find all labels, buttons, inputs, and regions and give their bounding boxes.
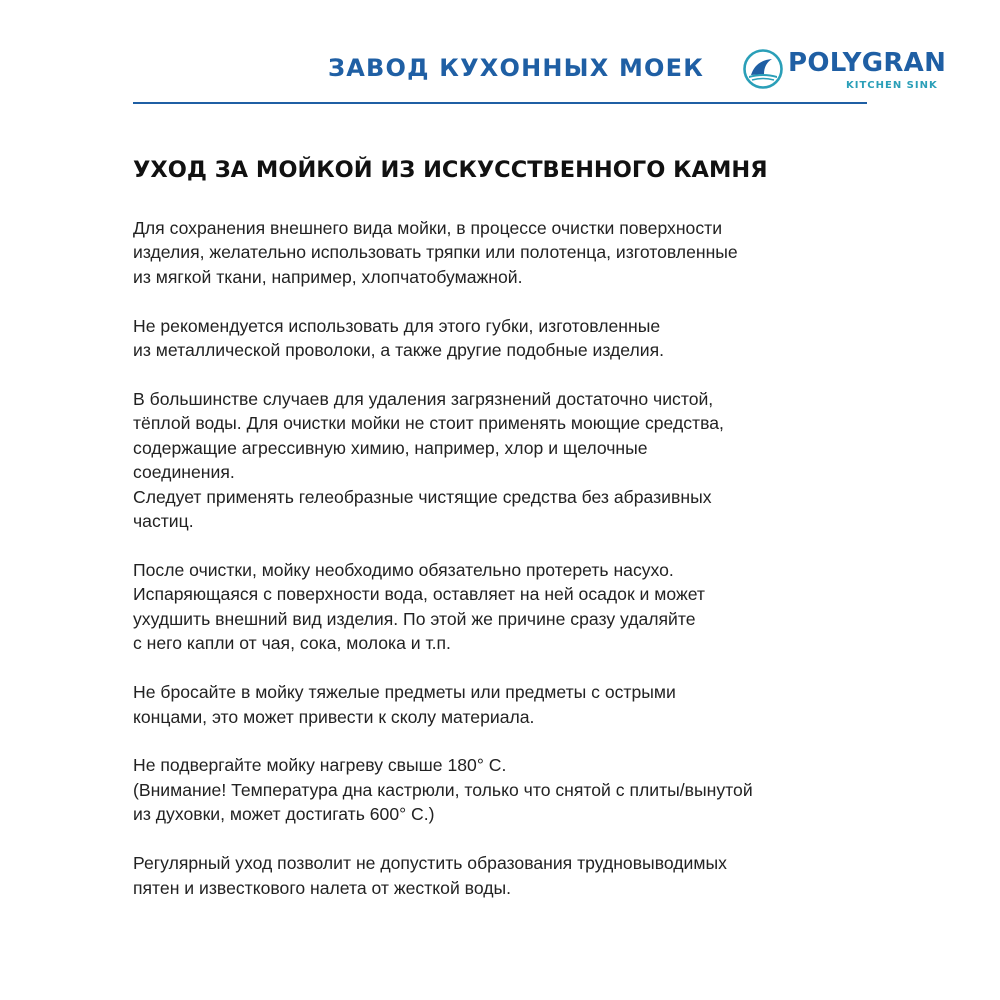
- paragraph-cleaning-cloth: [133, 216, 873, 289]
- paragraph-line: из духовки, может достигать 600° С.): [133, 804, 435, 825]
- paragraph-line: Регулярный уход позволит не допустить образования трудновыводимых: [133, 853, 727, 874]
- paragraph-line: Следует применять гелеобразные чистящие средства без абразивных: [133, 486, 712, 507]
- paragraph-no-metal-sponge: [133, 314, 873, 363]
- paragraph-wipe-dry: [133, 558, 873, 656]
- paragraph-line: тёплой воды. Для очистки мойки не стоит применять моющие средства,: [133, 413, 724, 434]
- paragraph-warm-water: [133, 387, 873, 533]
- polygran-logo: [742, 46, 952, 98]
- paragraph-line: концами, это может привести к сколу материала.: [133, 706, 535, 727]
- document-title: УХОД ЗА МОЙКОЙ ИЗ ИСКУССТВЕННОГО КАМНЯ: [133, 157, 768, 183]
- page-header: [0, 0, 1000, 110]
- paragraph-line: Не подвергайте мойку нагреву свыше 180° С.: [133, 755, 507, 776]
- paragraph-line: содержащие агрессивную химию, например, хлор и щелочные: [133, 437, 648, 458]
- sink-wave-logo-icon: [742, 48, 784, 90]
- paragraph-line: из металлической проволоки, а также другие подобные изделия.: [133, 340, 665, 361]
- paragraph-line: В большинстве случаев для удаления загрязнений достаточно чистой,: [133, 389, 714, 410]
- paragraph-regular-care: [133, 851, 873, 900]
- header-divider: [133, 102, 867, 104]
- paragraph-line: (Внимание! Температура дна кастрюли, только что снятой с плиты/вынутой: [133, 779, 753, 800]
- logo-wordmark: POLYGRAN: [788, 48, 947, 78]
- paragraph-line: Для сохранения внешнего вида мойки, в процессе очистки поверхности: [133, 218, 723, 238]
- paragraph-line: Испаряющаяся с поверхности вода, оставляет на ней осадок и может: [133, 584, 705, 605]
- paragraph-line: соединения.: [133, 462, 235, 483]
- factory-title: ЗАВОД КУХОННЫХ МОЕК: [328, 54, 705, 82]
- logo-tagline: KITCHEN SINK: [846, 80, 938, 91]
- paragraph-line: Не бросайте в мойку тяжелые предметы или предметы с острыми: [133, 682, 676, 703]
- paragraph-line: с него капли от чая, сока, молока и т.п.: [133, 633, 451, 654]
- paragraph-line: изделия, желательно использовать тряпки или полотенца, изготовленные: [133, 242, 738, 263]
- paragraph-line: из мягкой ткани, например, хлопчатобумажной.: [133, 266, 523, 287]
- paragraph-line: ухудшить внешний вид изделия. По этой же причине сразу удаляйте: [133, 608, 696, 629]
- paragraph-heat-limit: [133, 753, 873, 826]
- paragraph-line: После очистки, мойку необходимо обязательно протереть насухо.: [133, 559, 674, 580]
- paragraph-heavy-objects: [133, 680, 873, 729]
- paragraph-line: Не рекомендуется использовать для этого губки, изготовленные: [133, 315, 661, 336]
- paragraph-line: пятен и известкового налета от жесткой воды.: [133, 877, 512, 898]
- paragraph-line: частиц.: [133, 511, 194, 532]
- document-body: [133, 152, 873, 924]
